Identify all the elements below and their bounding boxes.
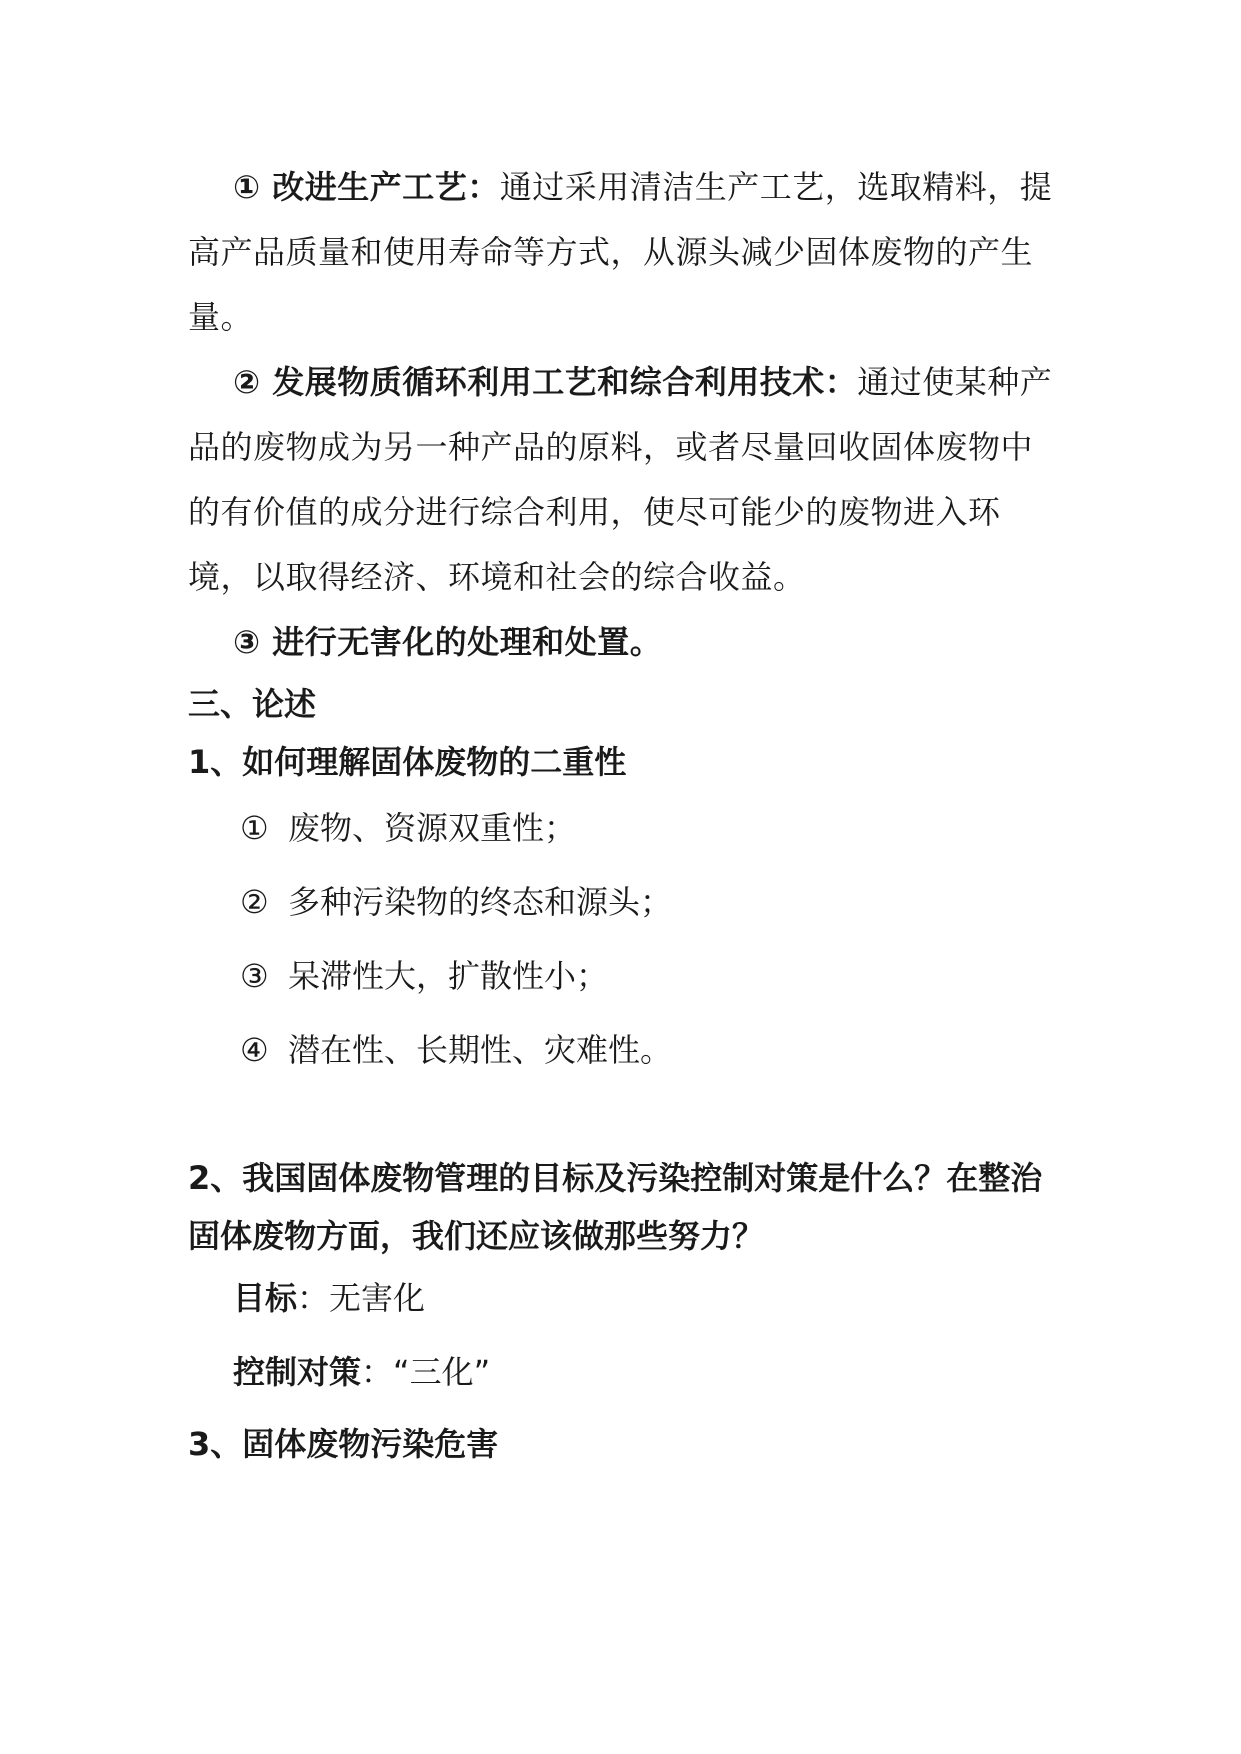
policy-value: “三化”: [393, 1353, 491, 1391]
item-1-text: 通过采用清洁生产工艺，选取精料，提高产品质量和使用寿命等方式，从源头减少固体废物的产生量。: [188, 168, 1053, 336]
goal-line: [188, 1265, 1058, 1331]
goal-separator: ：: [297, 1279, 330, 1317]
question-2-title: 2、我国固体废物管理的目标及污染控制对策是什么？在整治固体废物方面，我们还应该做那些努力？: [188, 1159, 1043, 1255]
point-number: ③: [240, 957, 269, 995]
point-number: ②: [240, 883, 269, 921]
document-page: [188, 155, 1058, 1473]
item-2: [188, 350, 1058, 610]
list-item: [188, 939, 1058, 1013]
item-2-marker: ②: [233, 363, 273, 401]
list-item: [188, 791, 1058, 865]
item-1: [188, 155, 1058, 350]
question-1-points: [188, 791, 1058, 1087]
spacer: [188, 1087, 1058, 1149]
item-3-heading: 进行无害化的处理和处置。: [272, 623, 663, 661]
question-1-title: 1、如何理解固体废物的二重性: [188, 743, 627, 781]
list-item: [188, 865, 1058, 939]
item-1-heading: 改进生产工艺：: [272, 168, 500, 206]
list-item: [188, 1013, 1058, 1087]
goal-label: 目标: [233, 1279, 298, 1317]
policy-line: [188, 1339, 1058, 1405]
policy-separator: ：: [361, 1353, 394, 1391]
point-text: 废物、资源双重性；: [288, 809, 577, 847]
point-text: 多种污染物的终态和源头；: [288, 883, 673, 921]
goal-value: 无害化: [329, 1279, 426, 1317]
question-3-title: 3、固体废物污染危害: [188, 1425, 499, 1463]
point-number: ④: [240, 1031, 269, 1069]
section-title: 三、论述: [188, 685, 317, 723]
item-2-heading: 发展物质循环利用工艺和综合利用技术：: [272, 363, 858, 401]
point-number: ①: [240, 809, 269, 847]
point-text: 潜在性、长期性、灾难性。: [288, 1031, 673, 1069]
item-2-text: 通过使某种产品的废物成为另一种产品的原料，或者尽量回收固体废物中的有价值的成分进行综合利用，使尽可能少的废物进入环境，以取得经济、环境和社会的综合收益。: [188, 363, 1053, 596]
item-1-marker: ①: [233, 168, 273, 206]
item-3-marker: ③: [233, 623, 273, 661]
policy-label: 控制对策: [233, 1353, 362, 1391]
point-text: 呆滞性大，扩散性小；: [288, 957, 609, 995]
item-3: [188, 610, 1058, 675]
